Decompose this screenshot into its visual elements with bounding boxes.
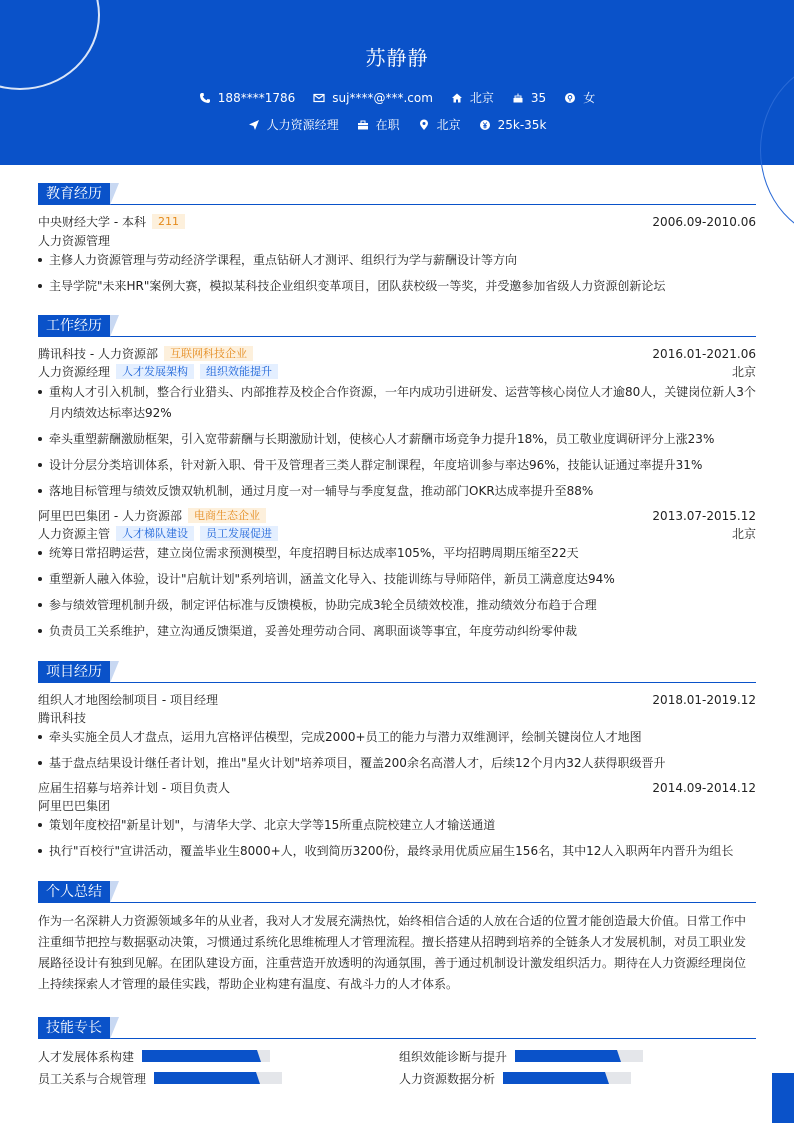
summary-line: 上持续探索人才管理的最佳实践，帮助企业构建有温度、有战斗力的人才体系。 (38, 977, 459, 991)
job-company: 阿里巴巴集团 - 人力资源部 (38, 509, 182, 523)
home-icon (451, 92, 463, 104)
city-text: 北京 (469, 91, 494, 105)
project-bullet: 牵头实施全员人才盘点，运用九宫格评估模型，完成2000+员工的能力与潜力双维测评，绘制关键岗位人才地图 (38, 727, 756, 748)
job-bullet: 负责员工关系维护，建立沟通反馈渠道，妥善处理劳动合同、离职面谈等事宜，年度劳动纠纷零仲裁 (38, 621, 756, 642)
skill-level-fill (142, 1050, 257, 1062)
summary-paragraph (38, 911, 756, 995)
job-intent-row (0, 116, 794, 133)
job-bullet: 落地目标管理与绩效反馈双轨机制，通过月度一对一辅导与季度复盘，推动部门OKR达成率提升至88% (38, 481, 756, 502)
skill-level-bar (503, 1072, 631, 1084)
decorative-corner-block (772, 1073, 794, 1123)
section-title-education: 教育经历 (38, 183, 110, 205)
job-position: 人力资源主管 (38, 527, 111, 541)
job-bullet: 重构人才引入机制，整合行业猎头、内部推荐及校企合作资源，一年内成功引进研发、运营等核心岗位人才逾80人，关键岗位新人3个月内绩效达标率达92% (38, 382, 756, 424)
summary-line: 注重细节把控与数据驱动决策，习惯通过系统化思维梳理人才管理流程。擅长搭建从招聘到培养的全链条人才发展机制，对员工职业发 (38, 935, 747, 949)
briefcase-icon (357, 119, 369, 131)
job-skill-tag: 组织效能提升 (200, 364, 278, 379)
section-title-summary: 个人总结 (38, 881, 110, 903)
skill-label: 组织效能诊断与提升 (399, 1049, 508, 1064)
section-summary (38, 881, 756, 903)
project-name: 组织人才地图绘制项目 - 项目经理 (38, 693, 218, 707)
send-icon (248, 119, 260, 131)
skill-level-bar (154, 1072, 282, 1084)
skill-level-fill (154, 1072, 256, 1084)
job-skill-tag: 员工发展促进 (200, 526, 278, 541)
status-text: 在职 (375, 118, 400, 132)
skill-level-bar (515, 1050, 643, 1062)
email-text: suj****@***.com (332, 90, 433, 105)
job-header-row (38, 507, 756, 525)
project-name: 应届生招募与培养计划 - 项目负责人 (38, 781, 230, 795)
job-title-text: 人力资源经理 (266, 118, 339, 132)
job-bullet: 统筹日常招聘运营，建立岗位需求预测模型，年度招聘目标达成率105%，平均招聘周期压缩至22天 (38, 543, 756, 564)
job-dates: 2013.07-2015.12 (652, 509, 756, 523)
job-company-tag: 电商生态企业 (188, 508, 266, 523)
project-dates: 2014.09-2014.12 (652, 781, 756, 795)
job-skill-tag: 人才发展架构 (116, 364, 194, 379)
city-info (451, 89, 494, 106)
skill-level-fill (503, 1072, 605, 1084)
gender-text: 女 (583, 91, 596, 105)
skill-label: 员工关系与合规管理 (38, 1071, 147, 1086)
section-title-skills: 技能专长 (38, 1017, 110, 1039)
summary-line: 展路径设计有独到见解。在团队建设方面，注重营造开放透明的沟通氛围，善于通过机制设计激发组织活力。期待在人力资源经理岗位 (38, 956, 747, 970)
skill-level-fill (515, 1050, 617, 1062)
job-bullet: 设计分层分类培训体系，针对新入职、骨干及管理者三类人群定制课程，年度培训参与率达96%，技能认证通过率提升31% (38, 455, 756, 476)
money-icon (479, 119, 491, 131)
section-title-projects: 项目经历 (38, 661, 110, 683)
project-company: 腾讯科技 (38, 711, 87, 725)
salary-info (479, 118, 547, 132)
age-info (512, 91, 546, 105)
job-dates: 2016.01-2021.06 (652, 347, 756, 361)
section-title-work: 工作经历 (38, 315, 110, 337)
skill-item (399, 1048, 643, 1064)
mail-icon (313, 92, 325, 104)
skill-label: 人力资源数据分析 (399, 1071, 496, 1086)
phone-info (199, 91, 295, 105)
skill-level-bar (142, 1050, 270, 1062)
job-position-row (38, 525, 756, 543)
skill-label: 人才发展体系构建 (38, 1049, 135, 1064)
project-company: 阿里巴巴集团 (38, 799, 111, 813)
education-major: 人力资源管理 (38, 234, 111, 248)
cake-icon (512, 92, 524, 104)
email-info (313, 91, 433, 105)
section-work (38, 315, 756, 337)
job-bullet: 牵头重塑薪酬激励框架，引入宽带薪酬与长期激励计划，使核心人才薪酬市场竞争力提升18%，员工敬业度调研评分上涨23% (38, 429, 756, 450)
job-location: 北京 (731, 527, 756, 541)
job-company-tag: 互联网科技企业 (164, 346, 253, 361)
project-header-row (38, 691, 756, 709)
status-info (357, 116, 400, 133)
location-pin-icon (418, 119, 430, 131)
salary-text: 25k-35k (497, 117, 547, 132)
education-school: 中央财经大学 - 本科 (38, 215, 146, 229)
job-bullet: 参与绩效管理机制升级，制定评估标准与反馈模板，协助完成3轮全员绩效校准，推动绩效分布趋于合理 (38, 595, 756, 616)
project-dates: 2018.01-2019.12 (652, 693, 756, 707)
section-projects (38, 661, 756, 683)
candidate-name: 苏静静 (365, 46, 429, 70)
gender-info (564, 89, 595, 106)
skill-item (399, 1070, 631, 1086)
summary-line: 作为一名深耕人力资源领域多年的从业者，我对人才发展充满热忱，始终相信合适的人放在合适的位置才能创造最大价值。日常工作中 (38, 914, 747, 928)
age-text: 35 (530, 90, 547, 105)
target-city-info (418, 116, 461, 133)
job-bullet: 重塑新人融入体验，设计"启航计划"系列培训，涵盖文化导入、技能训练与导师陪伴，新员工满意度达94% (38, 569, 756, 590)
phone-text: 188****1786 (217, 90, 296, 105)
job-company: 腾讯科技 - 人力资源部 (38, 347, 158, 361)
section-skills (38, 1017, 756, 1039)
education-bullet: 主修人力资源管理与劳动经济学课程，重点钻研人才测评、组织行为学与薪酬设计等方向 (38, 250, 756, 271)
section-education (38, 183, 756, 205)
skill-item (38, 1070, 282, 1086)
resume-header (0, 0, 794, 165)
project-bullet: 策划年度校招"新星计划"，与清华大学、北京大学等15所重点院校建立人才输送通道 (38, 815, 756, 836)
skill-item (38, 1048, 270, 1064)
education-bullet: 主导学院"未来HR"案例大赛，模拟某科技企业组织变革项目，团队获校级一等奖，并受邀参加省级人力资源创新论坛 (38, 276, 756, 297)
project-bullet: 基于盘点结果设计继任者计划，推出"星火计划"培养项目，覆盖200余名高潜人才，后续12个月内32人获得职级晋升 (38, 753, 756, 774)
contact-info-row (0, 89, 794, 106)
job-position-row (38, 363, 756, 381)
target-city-text: 北京 (436, 118, 461, 132)
job-header-row (38, 345, 756, 363)
job-position: 人力资源经理 (38, 365, 111, 379)
education-dates: 2006.09-2010.06 (652, 215, 756, 229)
project-header-row (38, 779, 756, 797)
gender-icon (564, 92, 576, 104)
education-header-row (38, 213, 756, 231)
job-skill-tag: 人才梯队建设 (116, 526, 194, 541)
job-location: 北京 (731, 365, 756, 379)
phone-icon (199, 92, 211, 104)
project-bullet: 执行"百校行"宣讲活动，覆盖毕业生8000+人，收到简历3200份，最终录用优质应届生156名，其中12人入职两年内晋升为组长 (38, 841, 756, 862)
job-title-info (248, 116, 339, 133)
education-badge: 211 (152, 214, 185, 229)
